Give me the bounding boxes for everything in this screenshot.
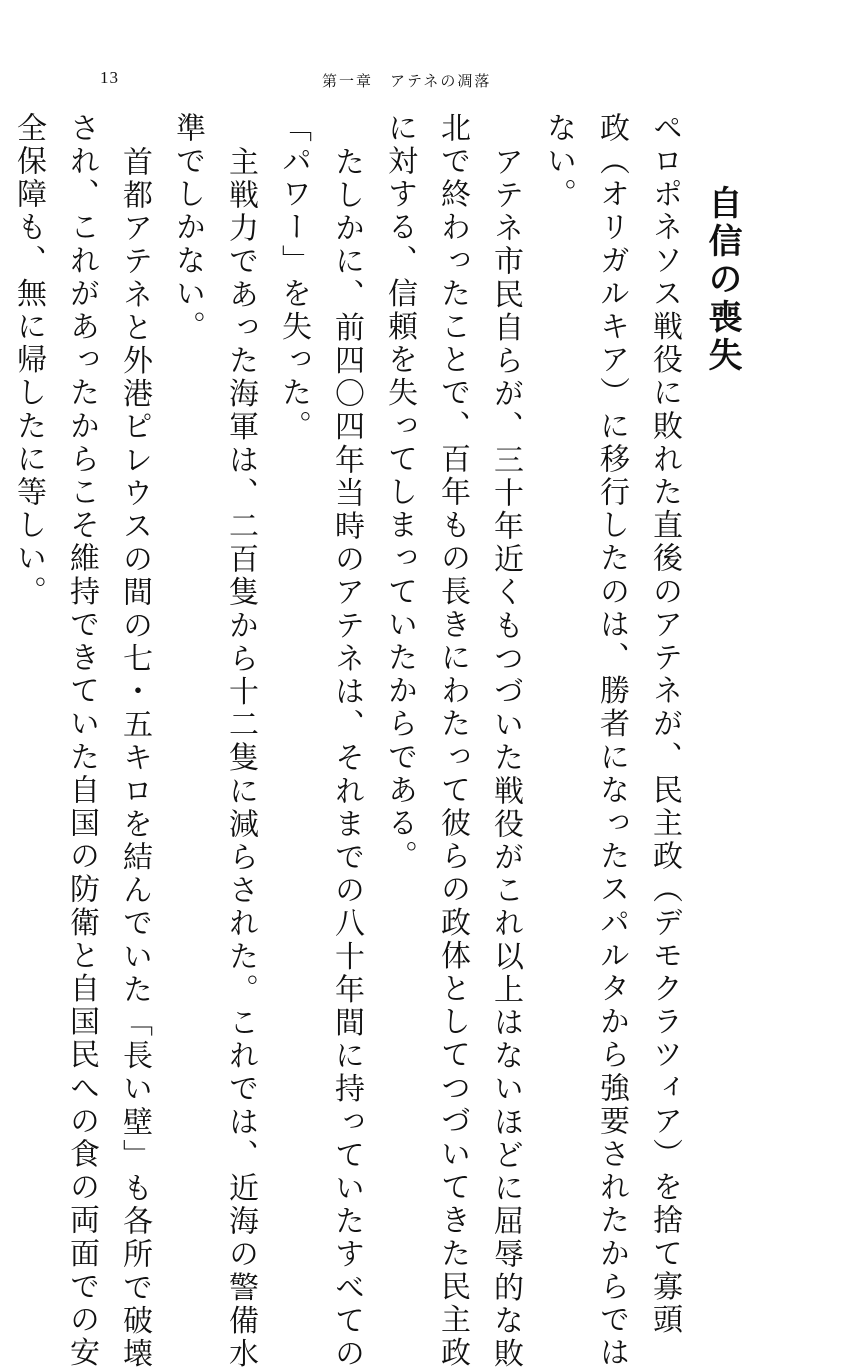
page-number: 13 — [100, 68, 119, 87]
text-line: ペロポネソス戦役に敗れた直後のアテネが、民主政（デモクラツィア）を捨て寡頭 — [647, 112, 682, 1337]
section-heading: 自信の喪失 — [702, 185, 742, 375]
body-text — [0, 112, 841, 1371]
text-line: 北で終わったことで、百年もの長きにわたって彼らの政体としてつづいてきた民主政 — [435, 112, 470, 1370]
text-line: 全保障も、無に帰したに等しい。 — [11, 112, 46, 609]
text-line: 準でしかない。 — [170, 112, 205, 344]
text-line: アテネ市民自らが、三十年近くもつづいた戦役がこれ以上はないほどに屈辱的な敗 — [488, 146, 523, 1371]
text-line: に対する、信頼を失ってしまっていたからである。 — [382, 112, 417, 874]
text-line: ない。 — [541, 112, 576, 212]
text-line: 首都アテネと外港ピレウスの間の七・五キロを結んでいた「長い壁」も各所で破壊 — [117, 146, 152, 1371]
running-header: 第一章 アテネの凋落 — [322, 72, 492, 90]
text-line: たしかに、前四〇四年当時のアテネは、それまでの八十年間に持っていたすべての — [329, 146, 364, 1371]
text-line: 主戦力であった海軍は、二百隻から十二隻に減らされた。これでは、近海の警備水 — [223, 146, 258, 1371]
text-line: され、これがあったからこそ維持できていた自国の防衛と自国民への食の両面での安 — [64, 112, 99, 1370]
text-line: 政（オリガルキア）に移行したのは、勝者になったスパルタから強要されたからでは — [594, 112, 629, 1370]
text-line: 「パワー」を失った。 — [276, 112, 311, 443]
